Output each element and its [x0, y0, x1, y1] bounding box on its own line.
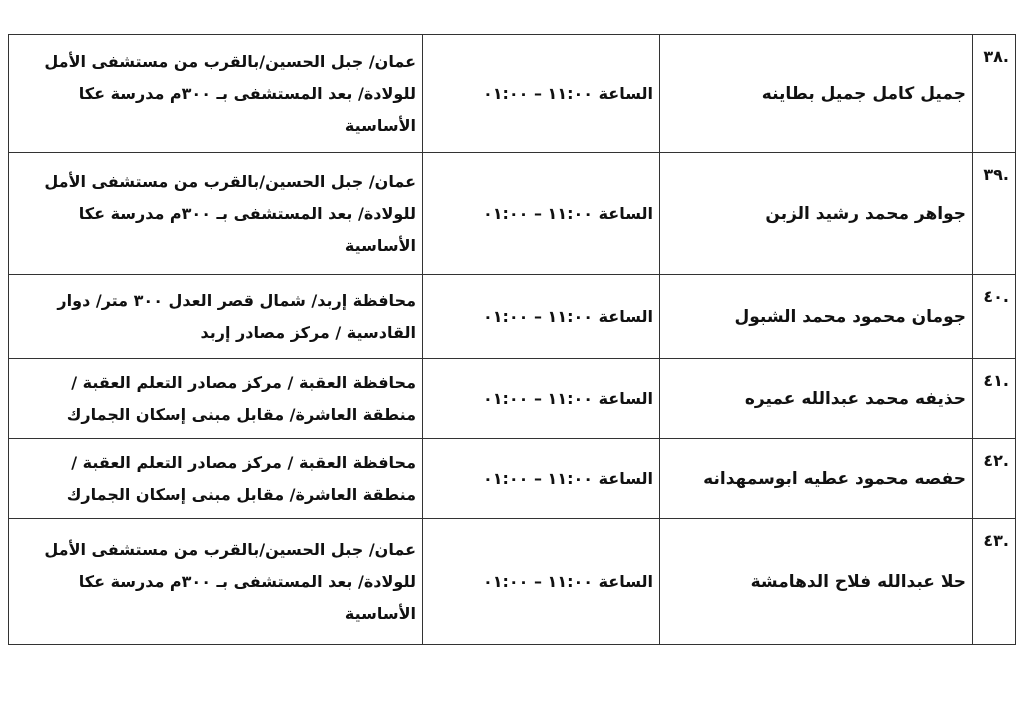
location-line: للولادة/ بعد المستشفى بـ ٣٠٠م مدرسة عكا — [78, 83, 416, 103]
location-cell — [9, 359, 423, 439]
location-cell — [9, 439, 423, 519]
student-name: جواهر محمد رشيد الزبن — [660, 153, 973, 275]
location-line: الأساسية — [344, 235, 416, 255]
schedule-table — [8, 34, 1016, 645]
location-cell — [9, 275, 423, 359]
location-line: الأساسية — [344, 603, 416, 623]
exam-time: الساعة ١١:٠٠ – ٠١:٠٠ — [423, 359, 660, 439]
exam-time: الساعة ١١:٠٠ – ٠١:٠٠ — [423, 35, 660, 153]
location-line: القادسية / مركز مصادر إربد — [200, 322, 416, 342]
location-line: للولادة/ بعد المستشفى بـ ٣٠٠م مدرسة عكا — [78, 571, 416, 591]
exam-time: الساعة ١١:٠٠ – ٠١:٠٠ — [423, 275, 660, 359]
location-line: منطقة العاشرة/ مقابل مبنى إسكان الجمارك — [66, 484, 416, 504]
row-number: .٤٢ — [973, 439, 1016, 519]
table-row — [9, 519, 1016, 645]
exam-time: الساعة ١١:٠٠ – ٠١:٠٠ — [423, 439, 660, 519]
location-line: عمان/ جبل الحسين/بالقرب من مستشفى الأمل — [44, 51, 416, 71]
location-line: عمان/ جبل الحسين/بالقرب من مستشفى الأمل — [44, 171, 416, 191]
table-row — [9, 275, 1016, 359]
row-number: .٤١ — [973, 359, 1016, 439]
location-line: محافظة العقبة / مركز مصادر التعلم العقبة / — [71, 452, 416, 472]
location-line: منطقة العاشرة/ مقابل مبنى إسكان الجمارك — [66, 404, 416, 424]
student-name: حفصه محمود عطيه ابوسمهدانه — [660, 439, 973, 519]
table-row — [9, 35, 1016, 153]
row-number: .٣٨ — [973, 35, 1016, 153]
table-row — [9, 359, 1016, 439]
student-name: حذيفه محمد عبدالله عميره — [660, 359, 973, 439]
student-name: جومان محمود محمد الشبول — [660, 275, 973, 359]
student-name: حلا عبدالله فلاح الدهامشة — [660, 519, 973, 645]
student-name: جميل كامل جميل بطاينه — [660, 35, 973, 153]
exam-time: الساعة ١١:٠٠ – ٠١:٠٠ — [423, 153, 660, 275]
row-number: .٤٣ — [973, 519, 1016, 645]
location-cell — [9, 35, 423, 153]
row-number: .٤٠ — [973, 275, 1016, 359]
location-line: للولادة/ بعد المستشفى بـ ٣٠٠م مدرسة عكا — [78, 203, 416, 223]
location-line: محافظة العقبة / مركز مصادر التعلم العقبة / — [71, 372, 416, 392]
row-number: .٣٩ — [973, 153, 1016, 275]
table-row — [9, 153, 1016, 275]
exam-time: الساعة ١١:٠٠ – ٠١:٠٠ — [423, 519, 660, 645]
location-line: عمان/ جبل الحسين/بالقرب من مستشفى الأمل — [44, 539, 416, 559]
location-cell — [9, 519, 423, 645]
location-line: الأساسية — [344, 115, 416, 135]
location-line: محافظة إربد/ شمال قصر العدل ٣٠٠ متر/ دوار — [57, 290, 416, 310]
schedule-table-body — [9, 35, 1016, 645]
location-cell — [9, 153, 423, 275]
table-row — [9, 439, 1016, 519]
